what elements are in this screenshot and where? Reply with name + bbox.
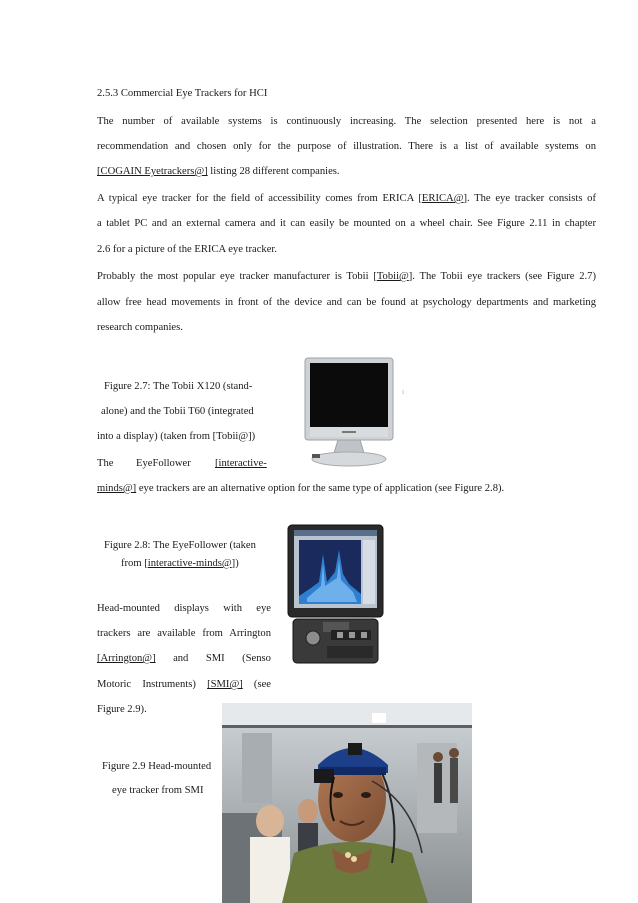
figure-2-8-image [287, 524, 384, 668]
figure-2-8-caption-a: from [ [121, 558, 148, 569]
smi-head-mounted-photo-illustration [222, 703, 472, 903]
paragraph-3-line-1 [97, 270, 596, 283]
paragraph-5-line-2: trackers are available from Arrington [97, 628, 271, 639]
paragraph-5-line-4-w1: Motoric [97, 679, 132, 690]
paragraph-5-line-1-w3: with [223, 603, 243, 614]
paragraph-5-line-4-w2: Instruments) [142, 679, 196, 690]
arrington-link[interactable]: [Arrington@] [97, 653, 156, 664]
figure-2-7-caption-line-2: alone) and the Tobii T60 (integrated [101, 406, 254, 417]
tobii-link[interactable]: Tobii@ [376, 271, 409, 282]
figure-2-9-caption-line-1: Figure 2.9 Head-mounted [102, 761, 212, 772]
cogain-link[interactable]: [COGAIN Eyetrackers@] [97, 166, 208, 177]
paragraph-5-line-3-w2: SMI [205, 653, 225, 664]
interactive-minds-link-part-1[interactable]: [interactive- [215, 458, 267, 469]
paragraph-1-line-3-text: listing 28 different companies. [207, 166, 340, 177]
paragraph-1-line-1: The number of available systems is continuously increasing. The selection presented here is not a [97, 116, 596, 127]
paragraph-4-word-1: The [97, 458, 114, 469]
tobii-monitor-illustration [300, 355, 400, 471]
paragraph-5-line-1-w1: Head-mounted [97, 603, 160, 614]
figure-2-7-stray-mark: ı [402, 387, 405, 396]
figure-2-7-image [300, 355, 400, 471]
paragraph-1-line-3 [97, 165, 340, 178]
erica-link[interactable]: ERICA@ [421, 193, 464, 204]
smi-link[interactable]: [SMI@] [207, 679, 243, 690]
figure-2-7-caption-line-3: into a display) (taken from [Tobii@]) [97, 431, 256, 442]
paragraph-5-line-3 [97, 652, 271, 665]
paragraph-5-line-1-w4: eye [256, 603, 271, 614]
paragraph-5-line-3-w3: (Senso [242, 653, 271, 664]
figure-2-7-caption-line-1: Figure 2.7: The Tobii X120 (stand- [104, 381, 253, 392]
paragraph-2-line-2: a tablet PC and an external camera and it can easily be mounted on a wheel chair. See Figure 2.11 in chapter [97, 218, 596, 229]
figure-2-8-caption-b: ]) [231, 558, 239, 569]
paragraph-4-rest: eye trackers are an alternative option for the same type of application (see Figure 2.8). [136, 483, 505, 494]
paragraph-4-line-2 [97, 482, 504, 495]
figure-2-8-caption-line-2 [121, 557, 239, 570]
paragraph-3-line-3: research companies. [97, 322, 183, 333]
figure-2-8-caption-line-1: Figure 2.8: The EyeFollower (taken [104, 540, 256, 551]
paragraph-5-line-1-w2: displays [174, 603, 209, 614]
paragraph-2-line-1-a: A typical eye tracker for the field of accessibility comes from ERICA [ [97, 193, 422, 204]
paragraph-2-line-1 [97, 192, 596, 205]
paragraph-5-line-4 [97, 678, 271, 691]
paragraph-3-line-1-a: Probably the most popular eye tracker manufacturer is Tobii [ [97, 271, 377, 282]
eyefollower-illustration [287, 524, 384, 668]
paragraph-5-line-5: Figure 2.9). [97, 704, 147, 715]
figure-2-9-image [222, 703, 472, 903]
paragraph-1-line-2: recommendation and chosen only for the purpose of illustration. There is a list of available systems on [97, 141, 596, 152]
paragraph-5-line-1 [97, 602, 271, 615]
paragraph-2-line-1-b: ]. The eye tracker consists of [463, 193, 596, 204]
paragraph-3-line-2: allow free head movements in front of the device and can be found at psychology departments and marketing [97, 297, 596, 308]
paragraph-5-line-3-w1: and [173, 653, 189, 664]
interactive-minds-caption-link[interactable]: interactive-minds@ [147, 558, 232, 569]
paragraph-4-word-2: EyeFollower [136, 458, 191, 469]
paragraph-2-line-3: 2.6 for a picture of the ERICA eye tracker. [97, 244, 278, 255]
figure-2-9-caption-line-2: eye tracker from SMI [112, 785, 204, 796]
section-heading: 2.5.3 Commercial Eye Trackers for HCI [97, 88, 268, 99]
paragraph-5-line-4-end: (see [253, 679, 271, 690]
interactive-minds-link-part-2[interactable]: minds@] [97, 483, 137, 494]
paragraph-3-line-1-b: ]. The Tobii eye trackers (see Figure 2.7) [408, 271, 596, 282]
